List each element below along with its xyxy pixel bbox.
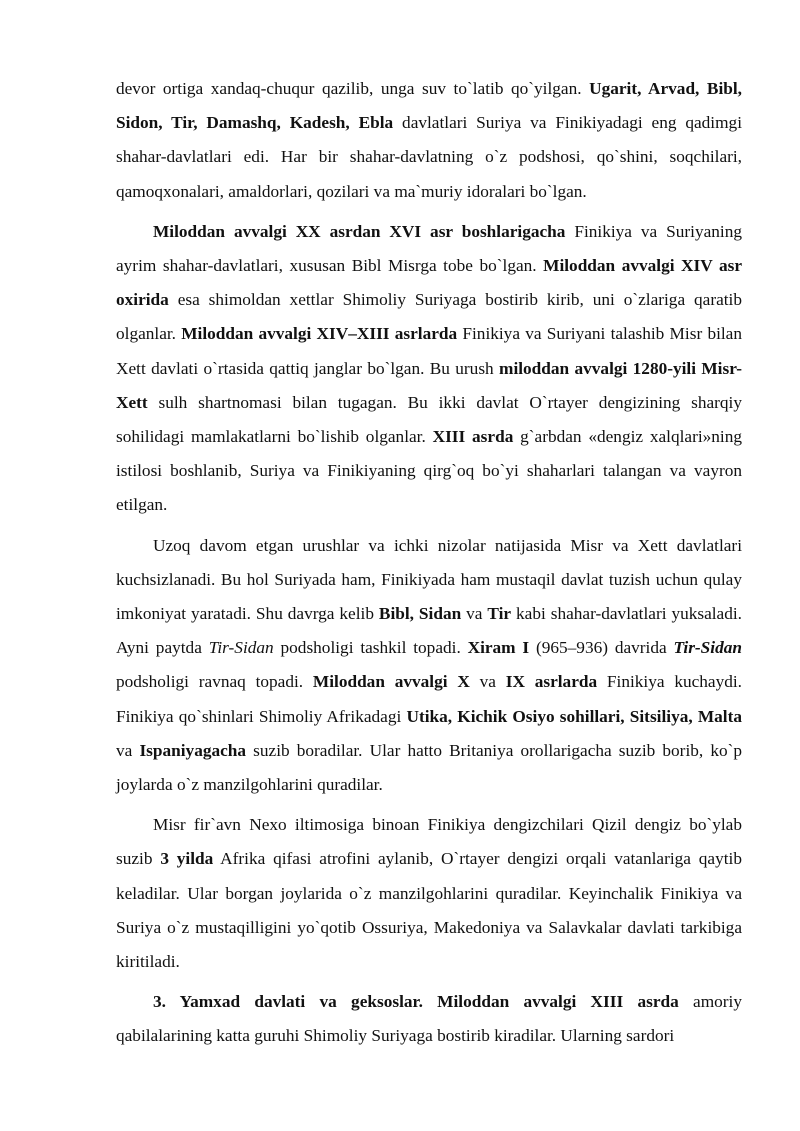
text-run: esa shimoldan xettlar Shimoliy Suriyaga bostirib kirib, uni o`zlariga qaratib olganlar. [116, 290, 742, 344]
text-run: va [461, 604, 488, 624]
bold-text-run: Ispaniyagacha [139, 740, 247, 760]
bold-text-run: Ugarit, Arvad, Bibl, Sidon, Tir, Damashq, Kadesh, Ebla [116, 79, 742, 133]
bold-text-run: Miloddan avvalgi XIV–XIII asrlarda [181, 324, 458, 344]
text-run: va [116, 740, 140, 760]
text-run: Afrika qifasi atrofini aylanib, O`rtayer dengizi orqali vatanlariga qaytib keladilar. Ular borgan joylarida o`z manzilgohlarini quradilar. Keyinchalik Finikiya va Suriya o`z mustaqilligini yo`qotib Ossuriya, Makedoniya va Salavkalar davlati tarkibiga kiritiladi. [116, 849, 742, 972]
bold-text-run: Utika, Kichik Osiyo sohillari, Sitsiliya, Malta [406, 706, 742, 726]
text-run: Finikiya kuchaydi. Finikiya qo`shinlari Shimoliy Afrikadagi [116, 672, 742, 726]
bold-text-run: IX asrlarda [505, 672, 598, 692]
paragraph-p4 [116, 985, 742, 1053]
text-run: Finikiya va Suriyaning ayrim shahar-davlatlari, xususan Bibl Misrga tobe bo`lgan. [116, 221, 742, 276]
paragraph-p3 [116, 808, 742, 979]
bold-text-run: 3 yilda [160, 849, 214, 869]
document-body [116, 72, 742, 1054]
bold-text-run: Miloddan avvalgi XIV asr oxirida [116, 256, 742, 310]
paragraph-p2 [116, 529, 742, 803]
bold-text-run: Bibl, Sidan [378, 604, 462, 624]
text-run: Uzoq davom etgan urushlar va ichki nizolar natijasida Misr va Xett davlatlari kuchsizlanadi. Bu hol Suriyada ham, Finikiyada ham mustaqil davlat tuzish uchun qulay imkoniyat yaratadi. Shu davrga kelib [116, 535, 742, 624]
text-run: kabi shahar-davlatlari yuksaladi. Ayni paytda [116, 604, 742, 658]
text-run: davlatlari Suriya va Finikiyadagi eng qadimgi shahar-davlatlari edi. Har bir shahar-davlatning o`z podshosi, qo`shini, soqchilari, qamoqxonalari, amaldorlari, qozilari va ma`muriy idoralari bo`lgan. [116, 113, 742, 201]
bold-italic-text-run: Tir-Sidan [673, 638, 742, 658]
text-run: (965–936) davrida [529, 638, 674, 658]
italic-text-run: Tir-Sidan [208, 638, 274, 658]
bold-text-run: 3. Yamxad davlati va geksoslar. Miloddan avvalgi XIII asrda [153, 992, 679, 1012]
text-run: Misr fir`avn Nexo iltimosiga binoan Finikiya dengizchilari Qizil dengiz bo`ylab suzib [116, 815, 742, 869]
text-run: devor ortiga xandaq-chuqur qazilib, unga suv to`latib qo`yilgan. [116, 79, 590, 98]
text-run: podsholigi ravnaq topadi. [116, 672, 313, 692]
text-run: podsholigi tashkil topadi. [273, 638, 468, 658]
bold-text-run: miloddan avvalgi 1280-yili Misr-Xett [116, 358, 742, 412]
text-run: g`arbdan «dengiz xalqlari»ning istilosi boshlanib, Suriya va Finikiyaning qirg`oq bo`yi shaharlari talangan va vayron etilgan. [116, 427, 742, 515]
bold-text-run: Tir [487, 604, 512, 624]
bold-text-run: Xiram I [467, 638, 530, 658]
text-run: va [469, 672, 506, 692]
bold-text-run: Miloddan avvalgi X [312, 672, 470, 692]
text-run: suzib boradilar. Ular hatto Britaniya orollarigacha suzib borib, ko`p joylarda o`z manzilgohlarini quradilar. [116, 740, 742, 795]
paragraph-p1 [116, 215, 742, 523]
text-run: Finikiya va Suriyani talashib Misr bilan Xett davlati o`rtasida qattiq janglar bo`lgan. Bu urush [116, 324, 742, 378]
bold-text-run: XIII asrda [432, 427, 514, 447]
bold-text-run: Miloddan avvalgi XX asrdan XVI asr boshlarigacha [153, 221, 566, 241]
text-run: sulh shartnomasi bilan tugagan. Bu ikki davlat O`rtayer dengizining sharqiy sohilidagi mamlakatlarni bo`lishib olganlar. [116, 392, 742, 447]
text-run: amoriy qabilalarining katta guruhi Shimoliy Suriyaga bostirib kiradilar. Ularning sardori [116, 992, 742, 1046]
paragraph-p0 [116, 72, 742, 209]
